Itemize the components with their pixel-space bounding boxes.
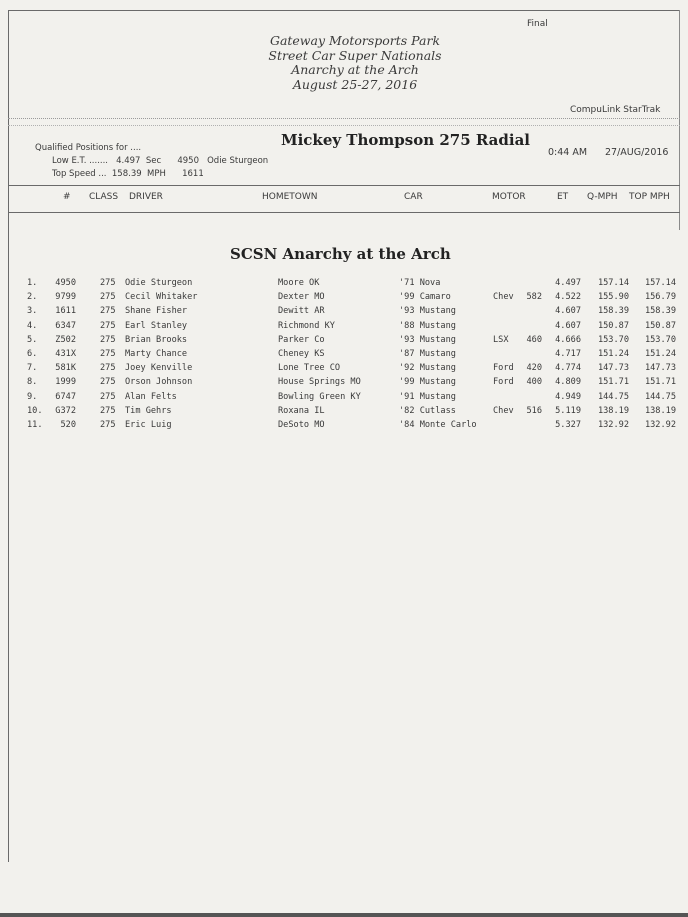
car-cell: '71 Nova	[399, 278, 441, 288]
driver-cell: Shane Fisher	[125, 306, 188, 317]
qualified-label: Qualified Positions for ....	[35, 143, 142, 153]
topmph-cell: 158.39	[644, 306, 676, 317]
col-motor: MOTOR	[492, 192, 526, 202]
col-hometown: HOMETOWN	[262, 192, 318, 202]
driver-cell: Joey Kenville	[125, 363, 193, 374]
event-title: SCSN Anarchy at the Arch	[230, 245, 451, 263]
car-cell: '93 Mustang	[399, 334, 456, 345]
driver-cell: Orson Johnson	[125, 377, 193, 388]
col-class: CLASS	[89, 192, 119, 202]
driver-cell: Eric Luig	[125, 419, 172, 430]
topmph-cell: 157.14	[644, 278, 676, 288]
qmph-cell: 153.70	[597, 334, 629, 345]
topmph-cell: 138.19	[644, 405, 676, 416]
hometown-cell: Parker Co	[278, 334, 325, 345]
car-cell: '99 Mustang	[399, 377, 456, 388]
class-title: Mickey Thompson 275 Radial	[281, 131, 530, 149]
class-cell: 275	[100, 320, 116, 331]
car-cell: '82 Cutlass	[399, 405, 456, 416]
position-cell: 3.	[27, 306, 38, 317]
class-cell: 275	[100, 306, 116, 317]
position-cell: 11.	[27, 419, 43, 430]
position-cell: 10.	[27, 405, 43, 416]
motor-cell: Ford	[493, 363, 514, 374]
hometown-cell: House Springs MO	[278, 377, 361, 388]
position-cell: 7.	[27, 363, 38, 374]
col-num: #	[63, 192, 71, 202]
topmph-cell: 151.71	[644, 377, 676, 388]
car-number-cell: 6747	[55, 391, 76, 402]
car-number-cell: 9799	[55, 292, 76, 303]
car-number-cell: 581K	[55, 363, 76, 374]
position-cell: 5.	[27, 334, 38, 345]
qmph-cell: 158.39	[597, 306, 629, 317]
et-cell: 5.119	[555, 405, 581, 416]
col-car: CAR	[404, 192, 423, 202]
car-number-cell: 431X	[55, 348, 76, 359]
class-cell: 275	[100, 278, 116, 288]
event-header	[220, 34, 490, 92]
position-cell: 6.	[27, 348, 38, 359]
table-row	[0, 278, 688, 292]
car-number-cell: 1999	[55, 377, 76, 388]
displacement-cell: 582	[526, 292, 542, 303]
col-et: ET	[557, 192, 569, 202]
column-rule	[8, 212, 680, 213]
class-cell: 275	[100, 334, 116, 345]
motor-cell: Chev	[493, 405, 514, 416]
car-number-cell: 6347	[55, 320, 76, 331]
et-cell: 4.607	[555, 306, 581, 317]
results-table	[0, 278, 688, 434]
hometown-cell: Richmond KY	[278, 320, 335, 331]
et-cell: 4.809	[555, 377, 581, 388]
table-row	[0, 406, 688, 420]
et-cell: 4.774	[555, 363, 581, 374]
displacement-cell: 400	[526, 377, 542, 388]
driver-cell: Brian Brooks	[125, 334, 188, 345]
status-label: Final	[527, 19, 548, 29]
table-row	[0, 392, 688, 406]
qmph-cell: 151.24	[597, 348, 629, 359]
class-cell: 275	[100, 405, 116, 416]
frame-left-rule	[8, 10, 9, 862]
timing-system: CompuLink StarTrak	[570, 105, 661, 115]
table-row	[0, 292, 688, 306]
col-topmph: TOP MPH	[629, 192, 670, 202]
car-number-cell: Z502	[55, 334, 76, 345]
position-cell: 8.	[27, 377, 38, 388]
header-rule	[8, 185, 680, 186]
class-cell: 275	[100, 363, 116, 374]
topmph-cell: 144.75	[644, 391, 676, 402]
series-name: Street Car Super Nationals	[268, 47, 442, 63]
frame-top-rule	[8, 10, 680, 11]
qmph-cell: 150.87	[597, 320, 629, 331]
qmph-cell: 132.92	[597, 419, 629, 430]
driver-cell: Odie Sturgeon	[125, 278, 193, 288]
car-number-cell: 520	[60, 419, 76, 430]
topmph-cell: 147.73	[644, 363, 676, 374]
event-name: Anarchy at the Arch	[291, 62, 419, 77]
table-row	[0, 377, 688, 391]
car-cell: '84 Monte Carlo	[399, 419, 477, 430]
car-number-cell: 4950	[55, 278, 76, 288]
col-qmph: Q-MPH	[587, 192, 618, 202]
car-number-cell: 1611	[55, 306, 76, 317]
motor-cell: Ford	[493, 377, 514, 388]
car-cell: '91 Mustang	[399, 391, 456, 402]
driver-cell: Alan Felts	[125, 391, 177, 402]
table-row	[0, 335, 688, 349]
hometown-cell: DeSoto MO	[278, 419, 325, 430]
class-cell: 275	[100, 348, 116, 359]
qmph-cell: 155.90	[597, 292, 629, 303]
hometown-cell: Lone Tree CO	[278, 363, 341, 374]
topmph-cell: 156.79	[644, 292, 676, 303]
et-cell: 4.607	[555, 320, 581, 331]
topmph-cell: 151.24	[644, 348, 676, 359]
track-name: Gateway Motorsports Park	[269, 33, 441, 48]
hometown-cell: Bowling Green KY	[278, 391, 361, 402]
car-cell: '99 Camaro	[399, 292, 451, 303]
topmph-cell: 132.92	[644, 419, 676, 430]
car-cell: '92 Mustang	[399, 363, 456, 374]
et-cell: 5.327	[555, 419, 581, 430]
et-cell: 4.949	[555, 391, 581, 402]
qmph-cell: 144.75	[597, 391, 629, 402]
event-dates: August 25-27, 2016	[292, 76, 418, 92]
table-row	[0, 420, 688, 434]
class-cell: 275	[100, 419, 116, 430]
dotted-separator	[8, 118, 680, 126]
driver-cell: Marty Chance	[125, 348, 188, 359]
low-et-line: Low E.T. ....... 4.497 Sec 4950 Odie Sturgeon	[52, 156, 269, 166]
topmph-cell: 150.87	[644, 320, 676, 331]
car-cell: '88 Mustang	[399, 320, 456, 331]
report-time: 0:44 AM	[548, 147, 588, 158]
car-cell: '87 Mustang	[399, 348, 456, 359]
topmph-cell: 153.70	[644, 334, 676, 345]
class-cell: 275	[100, 377, 116, 388]
hometown-cell: Moore OK	[278, 278, 320, 288]
position-cell: 4.	[27, 320, 38, 331]
displacement-cell: 516	[526, 405, 542, 416]
position-cell: 1.	[27, 278, 38, 288]
driver-cell: Cecil Whitaker	[125, 292, 198, 303]
table-row	[0, 349, 688, 363]
class-cell: 275	[100, 292, 116, 303]
class-cell: 275	[100, 391, 116, 402]
table-row	[0, 363, 688, 377]
table-row	[0, 306, 688, 320]
qmph-cell: 147.73	[597, 363, 629, 374]
driver-cell: Tim Gehrs	[125, 405, 172, 416]
hometown-cell: Dewitt AR	[278, 306, 325, 317]
et-cell: 4.717	[555, 348, 581, 359]
driver-cell: Earl Stanley	[125, 320, 188, 331]
hometown-cell: Cheney KS	[278, 348, 325, 359]
car-cell: '93 Mustang	[399, 306, 456, 317]
et-cell: 4.497	[555, 278, 581, 288]
car-number-cell: G372	[55, 405, 76, 416]
top-speed-line: Top Speed ... 158.39 MPH 1611	[52, 169, 204, 179]
position-cell: 9.	[27, 391, 38, 402]
motor-cell: LSX	[493, 334, 509, 345]
hometown-cell: Roxana IL	[278, 405, 325, 416]
bottom-edge	[0, 913, 688, 917]
motor-cell: Chev	[493, 292, 514, 303]
et-cell: 4.666	[555, 334, 581, 345]
qmph-cell: 157.14	[597, 278, 629, 288]
col-driver: DRIVER	[129, 192, 163, 202]
hometown-cell: Dexter MO	[278, 292, 325, 303]
qmph-cell: 151.71	[597, 377, 629, 388]
position-cell: 2.	[27, 292, 38, 303]
table-row	[0, 321, 688, 335]
displacement-cell: 420	[526, 363, 542, 374]
report-date: 27/AUG/2016	[605, 147, 669, 158]
displacement-cell: 460	[526, 334, 542, 345]
qmph-cell: 138.19	[597, 405, 629, 416]
et-cell: 4.522	[555, 292, 581, 303]
